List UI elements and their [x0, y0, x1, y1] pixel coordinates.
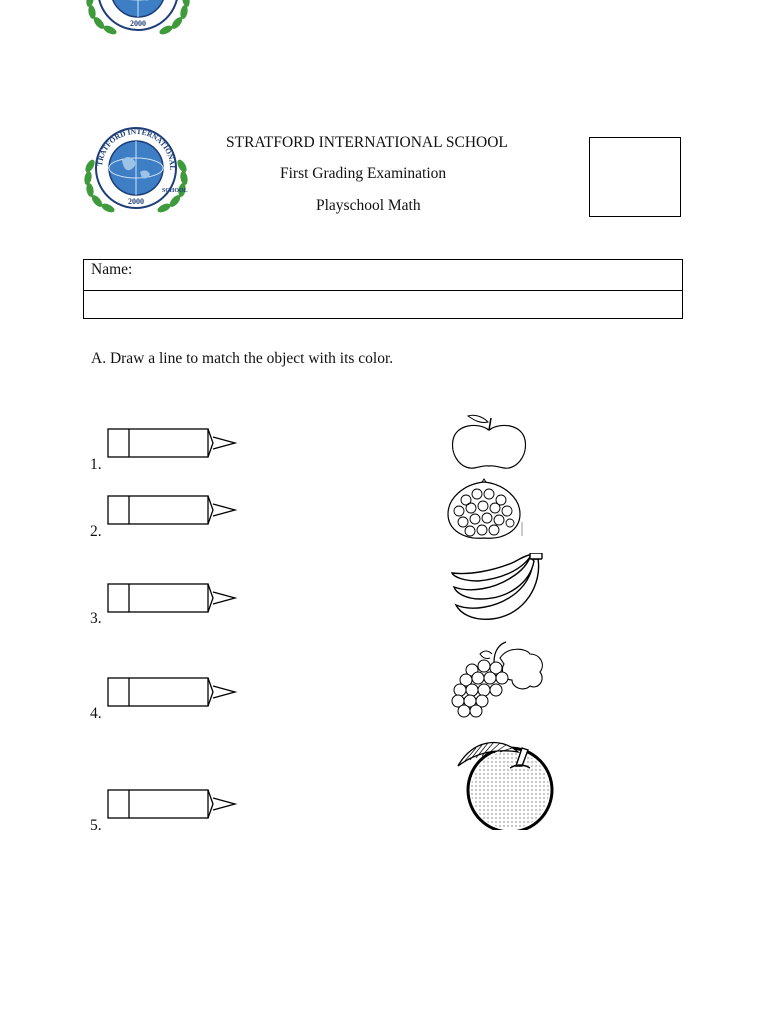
apple-icon [448, 410, 530, 472]
instruction-text: A. Draw a line to match the object with its color. [91, 350, 394, 367]
grapes-icon [448, 640, 548, 722]
photo-box [589, 137, 681, 217]
item-number: 3. [90, 610, 102, 627]
school-logo-partial [84, 0, 194, 40]
custard-apple-icon [444, 478, 526, 542]
subject-title: Playschool Math [316, 197, 421, 214]
item-number: 2. [90, 523, 102, 540]
orange-icon [454, 736, 558, 830]
crayon-icon [107, 676, 237, 708]
banana-icon [450, 553, 550, 625]
globe-logo-icon [82, 126, 192, 218]
school-logo [82, 126, 192, 218]
item-number: 1. [90, 456, 102, 473]
item-number: 5. [90, 817, 102, 834]
logo-year: 2000 [130, 19, 146, 28]
globe-logo-icon [84, 0, 194, 40]
crayon-icon [107, 582, 237, 614]
name-row[interactable] [84, 260, 682, 291]
crayon-icon [107, 494, 237, 526]
item-number: 4. [90, 705, 102, 722]
logo-text-bottom: SCHOOL [162, 188, 188, 194]
name-label: Name: [91, 261, 133, 278]
logo-text-top: TRATFORD INTERNATIONAL [95, 126, 178, 171]
school-name: STRATFORD INTERNATIONAL SCHOOL [226, 134, 508, 151]
logo-year: 2000 [128, 197, 144, 206]
crayon-icon [107, 427, 237, 459]
name-table [83, 259, 683, 319]
crayon-icon [107, 788, 237, 820]
exam-title: First Grading Examination [280, 165, 447, 182]
